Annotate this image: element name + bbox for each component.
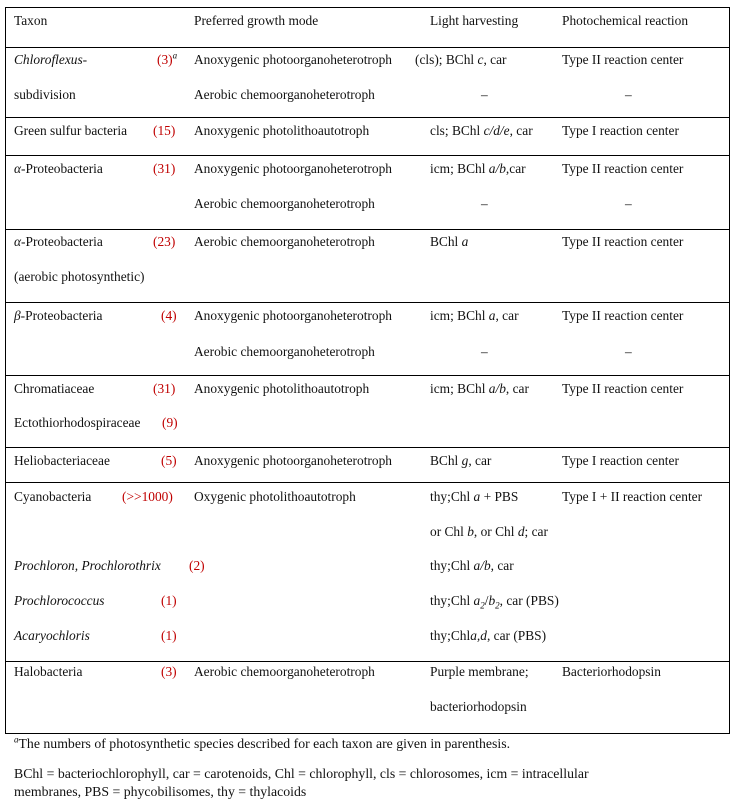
photochemical-reaction: Type II reaction center — [562, 308, 684, 323]
taxon-name: Halobacteria — [14, 664, 83, 679]
light-harvesting: thy;Chl $a_2/b_2$, car (PBS) — [430, 593, 559, 611]
species-count: (1) — [161, 593, 177, 608]
taxon-name: Chloroflexus- — [14, 52, 88, 67]
photochemical-reaction: Type II reaction center — [562, 161, 684, 176]
species-count: (31) — [153, 161, 176, 176]
growth-mode: Aerobic chemoorganoheterotroph — [194, 87, 375, 102]
growth-mode: Anoxygenic photoorganoheterotroph — [194, 161, 392, 176]
taxon-name: Heliobacteriaceae — [14, 453, 110, 468]
table-border-left — [5, 7, 6, 734]
growth-mode: Aerobic chemoorganoheterotroph — [194, 344, 375, 359]
header-taxon: Taxon — [14, 13, 48, 28]
taxon-name: Acaryochloris — [14, 628, 90, 643]
light-harvesting: icm; BChl a, car — [430, 308, 519, 323]
photochemical-reaction-dash: – — [625, 87, 632, 102]
photochemical-reaction: Type II reaction center — [562, 381, 684, 396]
species-count: (15) — [153, 123, 176, 138]
photochemical-reaction: Type I reaction center — [562, 123, 679, 138]
row-divider — [5, 155, 730, 156]
light-harvesting-dash: – — [481, 344, 488, 359]
taxon-name: Cyanobacteria — [14, 489, 92, 504]
light-harvesting: BChl a — [430, 234, 469, 249]
row-divider — [5, 375, 730, 376]
photochemical-reaction: Type I reaction center — [562, 453, 679, 468]
header-light-harvesting: Light harvesting — [430, 13, 519, 28]
species-count: (3) — [161, 664, 177, 679]
photochemical-reaction: Type II reaction center — [562, 234, 684, 249]
taxon-name-cont: (aerobic photosynthetic) — [14, 269, 145, 284]
light-harvesting-cont: or Chl b, or Chl d; car — [430, 524, 548, 539]
light-harvesting: Purple membrane; — [430, 664, 529, 679]
growth-mode: Anoxygenic photoorganoheterotroph — [194, 308, 392, 323]
taxon-name: Ectothiorhodospiraceae — [14, 415, 141, 430]
growth-mode: Anoxygenic photolithoautotroph — [194, 123, 370, 138]
taxon-table — [5, 7, 730, 734]
header-photochemical-reaction: Photochemical reaction — [562, 13, 689, 28]
light-harvesting: cls; BChl c/d/e, car — [430, 123, 533, 138]
taxon-name: β-Proteobacteria — [14, 308, 103, 323]
taxon-name: Chromatiaceae — [14, 381, 95, 396]
species-count: (>>1000) — [122, 489, 173, 504]
species-count: (9) — [162, 415, 178, 430]
taxon-name: Prochlorococcus — [14, 593, 105, 608]
growth-mode: Oxygenic photolithoautotroph — [194, 489, 356, 504]
growth-mode: Aerobic chemoorganoheterotroph — [194, 196, 375, 211]
row-divider — [5, 229, 730, 230]
light-harvesting: thy;Chl a + PBS — [430, 489, 519, 504]
light-harvesting-dash: – — [481, 87, 488, 102]
photochemical-reaction-dash: – — [625, 196, 632, 211]
light-harvesting-cont: bacteriorhodopsin — [430, 699, 527, 714]
light-harvesting: thy;Chl a/b, car — [430, 558, 514, 573]
row-divider — [5, 47, 730, 48]
growth-mode: Anoxygenic photolithoautotroph — [194, 381, 370, 396]
photochemical-reaction-dash: – — [625, 344, 632, 359]
row-divider — [5, 482, 730, 483]
header-growth-mode: Preferred growth mode — [194, 13, 319, 28]
species-count: (31) — [153, 381, 176, 396]
light-harvesting-dash: – — [481, 196, 488, 211]
species-count: (4) — [161, 308, 177, 323]
footnote-abbreviations-line1: BChl = bacteriochlorophyll, car = carotenoids, Chl = chlorophyll, cls = chlorosomes, icm = intracellular — [14, 766, 589, 781]
photochemical-reaction: Bacteriorhodopsin — [562, 664, 661, 679]
taxon-name: Green sulfur bacteria — [14, 123, 128, 138]
taxon-name: Prochloron, Prochlorothrix — [14, 558, 161, 573]
row-divider — [5, 661, 730, 662]
species-count: (1) — [161, 628, 177, 643]
row-divider — [5, 302, 730, 303]
species-count: (2) — [189, 558, 205, 573]
light-harvesting: icm; BChl a/b,car — [430, 161, 526, 176]
footnote-species-count: $^a$The numbers of photosynthetic species described for each taxon are given in parenthesis. — [14, 734, 511, 751]
taxon-name: α-Proteobacteria — [14, 161, 103, 176]
photochemical-reaction: Type I + II reaction center — [562, 489, 703, 504]
taxon-name-cont: subdivision — [14, 87, 76, 102]
species-count: (5) — [161, 453, 177, 468]
species-count: $(3)^a$ — [157, 50, 178, 67]
species-count: (23) — [153, 234, 176, 249]
light-harvesting: thy;Chla,d, car (PBS) — [430, 628, 547, 643]
light-harvesting: BChl g, car — [430, 453, 492, 468]
growth-mode: Aerobic chemoorganoheterotroph — [194, 234, 375, 249]
row-divider — [5, 447, 730, 448]
footnote-abbreviations-line2: membranes, PBS = phycobilisomes, thy = thylacoids — [14, 784, 307, 799]
growth-mode: Anoxygenic photoorganoheterotroph — [194, 52, 392, 67]
taxon-name: α-Proteobacteria — [14, 234, 103, 249]
light-harvesting: icm; BChl a/b, car — [430, 381, 529, 396]
table-border-bottom — [5, 733, 730, 734]
row-divider — [5, 117, 730, 118]
table-border-top — [5, 7, 730, 8]
growth-mode: Aerobic chemoorganoheterotroph — [194, 664, 375, 679]
photochemical-reaction: Type II reaction center — [562, 52, 684, 67]
table-border-right — [729, 7, 730, 734]
light-harvesting: (cls); BChl c, car — [415, 52, 507, 67]
growth-mode: Anoxygenic photoorganoheterotroph — [194, 453, 392, 468]
